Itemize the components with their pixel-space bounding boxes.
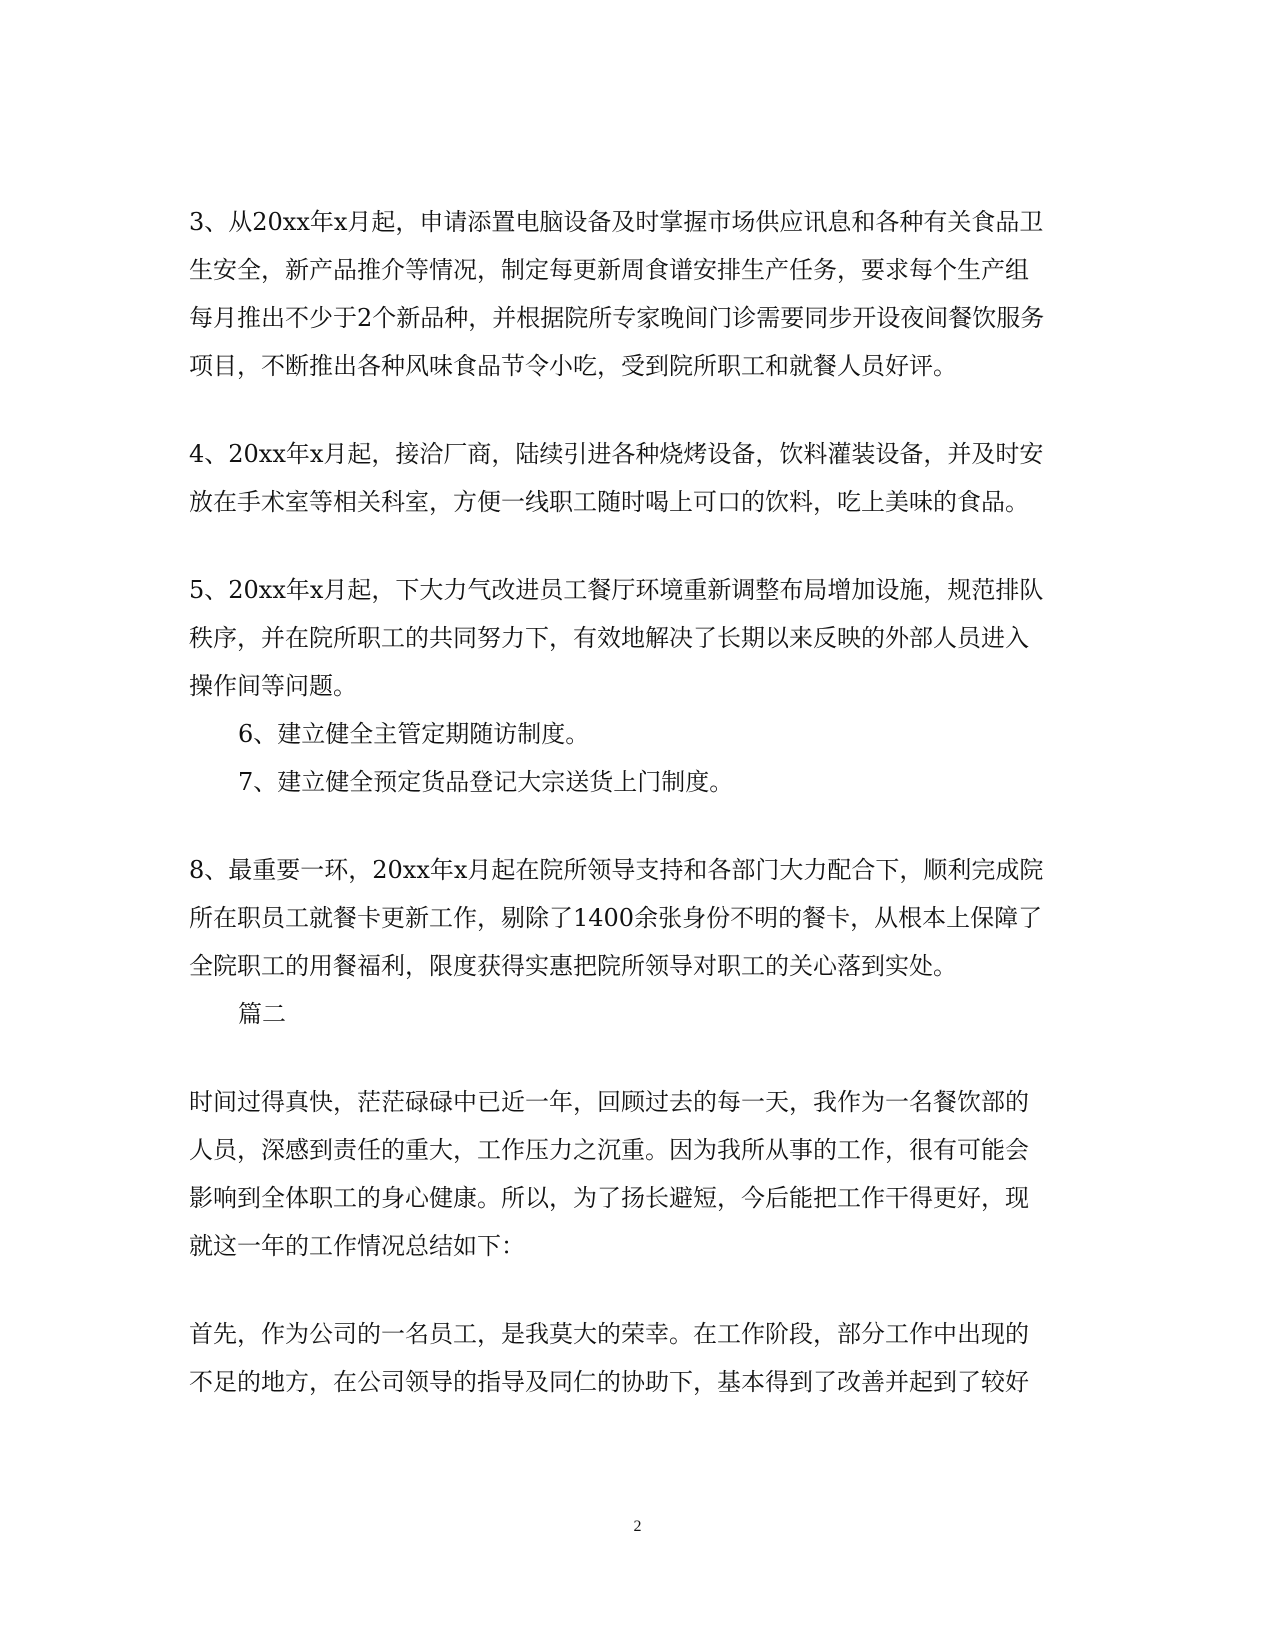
intro-paragraph-line-4: 就这一年的工作情况总结如下：	[189, 1232, 525, 1260]
item-5-line-1: 5、20xx年x月起，下大力气改进员工餐厅环境重新调整布局增加设施，规范排队	[189, 576, 1044, 604]
intro-paragraph-line-3: 影响到全体职工的身心健康。所以，为了扬长避短，今后能把工作干得更好，现	[189, 1184, 1029, 1212]
first-paragraph-line-2: 不足的地方，在公司领导的指导及同仁的协助下，基本得到了改善并起到了较好	[189, 1368, 1029, 1396]
item-3-line-4: 项目，不断推出各种风味食品节令小吃，受到院所职工和就餐人员好评。	[189, 352, 957, 380]
first-paragraph-line-1: 首先，作为公司的一名员工，是我莫大的荣幸。在工作阶段，部分工作中出现的	[189, 1320, 1029, 1348]
intro-paragraph-line-2: 人员，深感到责任的重大，工作压力之沉重。因为我所从事的工作，很有可能会	[189, 1136, 1029, 1164]
item-6-line: 6、建立健全主管定期随访制度。	[238, 720, 590, 748]
page-number: 2	[633, 1518, 642, 1535]
item-3-line-1: 3、从20xx年x月起，申请添置电脑设备及时掌握市场供应讯息和各种有关食品卫	[189, 208, 1044, 236]
item-4-line-1: 4、20xx年x月起，接洽厂商，陆续引进各种烧烤设备，饮料灌装设备，并及时安	[189, 440, 1044, 468]
item-7-line: 7、建立健全预定货品登记大宗送货上门制度。	[238, 768, 734, 796]
item-8-line-1: 8、最重要一环，20xx年x月起在院所领导支持和各部门大力配合下，顺利完成院	[189, 856, 1044, 884]
item-5-line-2: 秩序，并在院所职工的共同努力下，有效地解决了长期以来反映的外部人员进入	[189, 624, 1029, 652]
item-3-line-3: 每月推出不少于2个新品种，并根据院所专家晚间门诊需要同步开设夜间餐饮服务	[189, 304, 1045, 332]
item-8-line-2: 所在职员工就餐卡更新工作，剔除了1400余张身份不明的餐卡，从根本上保障了	[189, 904, 1043, 932]
item-3-line-2: 生安全，新产品推介等情况，制定每更新周食谱安排生产任务，要求每个生产组	[189, 256, 1029, 284]
section-heading: 篇二	[238, 1000, 286, 1028]
item-8-line-3: 全院职工的用餐福利，限度获得实惠把院所领导对职工的关心落到实处。	[189, 952, 957, 980]
intro-paragraph-line-1: 时间过得真快，茫茫碌碌中已近一年，回顾过去的每一天，我作为一名餐饮部的	[189, 1088, 1029, 1116]
item-5-line-3: 操作间等问题。	[189, 672, 357, 700]
item-4-line-2: 放在手术室等相关科室，方便一线职工随时喝上可口的饮料，吃上美味的食品。	[189, 488, 1029, 516]
